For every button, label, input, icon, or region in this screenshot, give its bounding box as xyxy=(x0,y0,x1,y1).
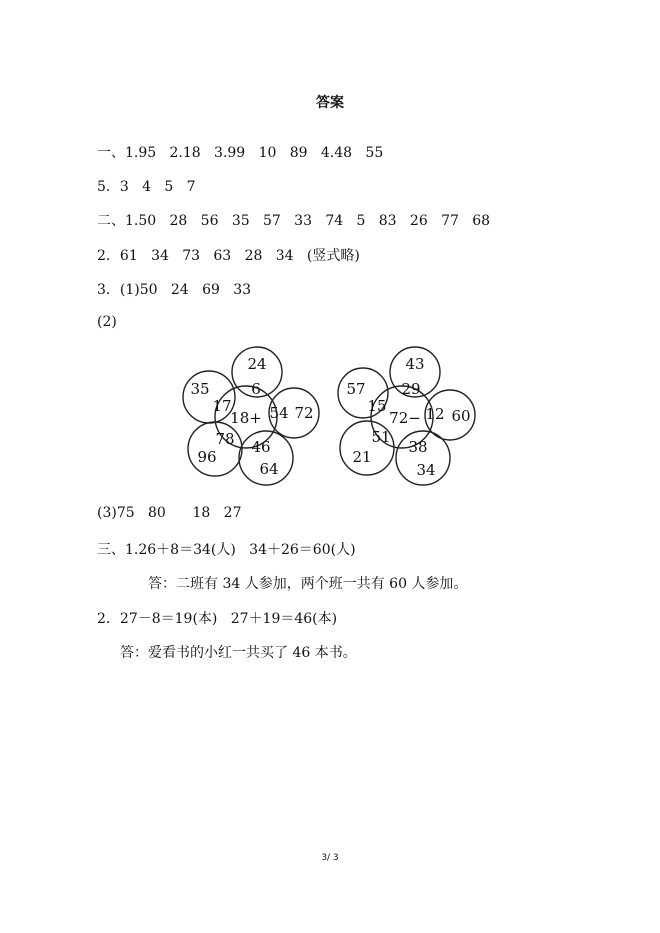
answer-line-8: 三、1.26＋8＝34(人) 34＋26＝60(人) xyxy=(97,542,356,558)
flower-1-inner-number: 54 xyxy=(269,404,289,422)
flower-1-center-number: 18+ xyxy=(230,409,262,427)
flower-2-inner-number: 15 xyxy=(367,397,387,415)
page-number: 3/ 3 xyxy=(321,853,339,863)
flower-2-inner-number: 51 xyxy=(371,428,391,446)
number-flower-1 xyxy=(180,345,325,490)
flower-2-inner-number: 38 xyxy=(408,438,428,456)
flower-2-center-number: 72− xyxy=(389,409,421,427)
answer-line-9: 答：二班有 34 人参加，两个班一共有 60 人参加。 xyxy=(148,576,468,592)
flower-1-outer-number: 64 xyxy=(259,460,279,478)
answer-line-3: 二、1.50 28 56 35 57 33 74 5 83 26 77 68 xyxy=(97,213,491,229)
answer-line-2: 5．3 4 5 7 xyxy=(97,179,196,195)
flower-1-inner-number: 78 xyxy=(215,430,235,448)
flower-1-outer-number: 72 xyxy=(294,404,314,422)
flower-2-outer-number: 21 xyxy=(352,448,372,466)
answer-line-10: 2．27－8＝19(本) 27＋19＝46(本) xyxy=(97,611,338,627)
flower-1-outer-number: 96 xyxy=(197,448,217,466)
answer-line-4: 2．61 34 73 63 28 34 (竖式略) xyxy=(97,248,360,264)
flower-1-inner-number: 46 xyxy=(251,438,271,456)
flower-1-outer-number: 24 xyxy=(247,355,267,373)
flower-2-inner-number: 29 xyxy=(401,380,421,398)
flower-2-outer-number: 34 xyxy=(416,461,436,479)
flower-2-outer-number: 60 xyxy=(451,407,471,425)
flower-1-inner-number: 17 xyxy=(212,397,232,415)
flower-2-inner-number: 12 xyxy=(425,405,445,423)
flower-2-outer-number: 57 xyxy=(346,380,366,398)
answer-line-5: 3．(1)50 24 69 33 xyxy=(97,282,252,298)
answer-line-6: (2) xyxy=(97,314,117,330)
answer-line-7: (3)75 80 18 27 xyxy=(97,505,242,521)
answer-line-11: 答：爱看书的小红一共买了 46 本书。 xyxy=(120,645,357,661)
flower-2-outer-number: 43 xyxy=(405,355,425,373)
flower-1-inner-number: 6 xyxy=(251,380,261,398)
page-title: 答案 xyxy=(316,95,344,111)
answer-line-1: 一、1.95 2.18 3.99 10 89 4.48 55 xyxy=(97,145,384,161)
number-flower-2 xyxy=(336,345,481,490)
flower-1-outer-number: 35 xyxy=(190,380,210,398)
